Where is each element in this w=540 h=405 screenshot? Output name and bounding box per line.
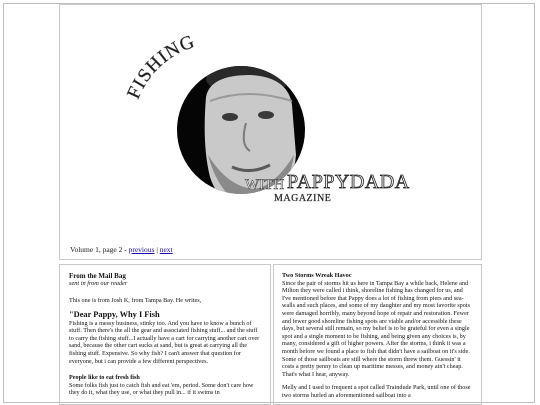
section-title: People like to eat fresh fish bbox=[69, 374, 140, 382]
mailbag-title: From the Mail Bag bbox=[69, 272, 126, 280]
pagination-separator: | bbox=[156, 245, 158, 254]
magazine-logo bbox=[60, 5, 481, 235]
previous-link[interactable]: previous bbox=[128, 245, 155, 254]
masthead-banner bbox=[59, 4, 482, 260]
next-link[interactable]: next bbox=[159, 245, 173, 254]
logo-pappydada-text: PAPPYDADA bbox=[287, 171, 410, 193]
logo-fishing-text: FISHING bbox=[123, 31, 198, 103]
letter-body: Fishing is a messy business, stinky too. And you have to know a bunch of stuff. Then there's the all the gear and associated fishing stuff... and the stuff to carry the fishing stuff...I actually have a cart for carrying another cart over sand, because the other cart sucks at sand, but is great at carrying all the fishing stuff. Expensive. So why fish? I can't answer that question for everyone, but i can provide a few different perspectives. bbox=[69, 319, 260, 365]
storms-title: Two Storms Wreak Havoc bbox=[282, 272, 352, 279]
mailbag-subtitle: sent in from our reader bbox=[69, 280, 128, 287]
storms-body-2: Melly and I used to frequent a spot called Traindude Park, until one of those two storms hurled an aforementioned sailboat into a bbox=[282, 384, 471, 399]
logo-with-text: WITH bbox=[245, 177, 285, 193]
volume-pagination bbox=[70, 245, 173, 254]
volume-label: Volume 1, page 2 - bbox=[70, 245, 127, 254]
storms-article bbox=[273, 264, 482, 405]
mailbag-intro: This one is from Josh K, from Tampa Bay. He writes, bbox=[69, 296, 202, 304]
section-body: Some folks fish just to catch fish and eat 'em, period. Some don't care how they do it, what they use, or what they pull in... if it swims in bbox=[69, 381, 254, 397]
logo-magazine-text: MAGAZINE bbox=[274, 193, 332, 204]
letter-title: "Dear Pappy, Why I Fish bbox=[69, 310, 160, 320]
storms-body-1: Since the pair of storms hit us here in Tampa Bay a while back, Helene and Milton they were called i think, shoreline fishing has changed for us, and I've mentioned before that Pappy does a lot of fishing from piers and sea-walls and such places, and some of my daughter and my most favorite spots were damaged horribly, many beyond hope of repair and restoration. Fewer and fewer good shoreline fishing spots are viable and/or accessible these days, but several still remain, so my belief is to be grateful for even a single spot and a single moment to be fishing, and being given any choices is, by many, considered a gift of higher powers. After the storms, i think it was a month before we found a place to fish that didn't have a sailboat on it's side. Some of those sailboats are still where the storm threw them. Guessin' it costs a pretty penny to clean up maritime messes, and money ain't cheap. That's what I hear, anyway. bbox=[282, 279, 470, 378]
mailbag-article bbox=[59, 264, 271, 405]
